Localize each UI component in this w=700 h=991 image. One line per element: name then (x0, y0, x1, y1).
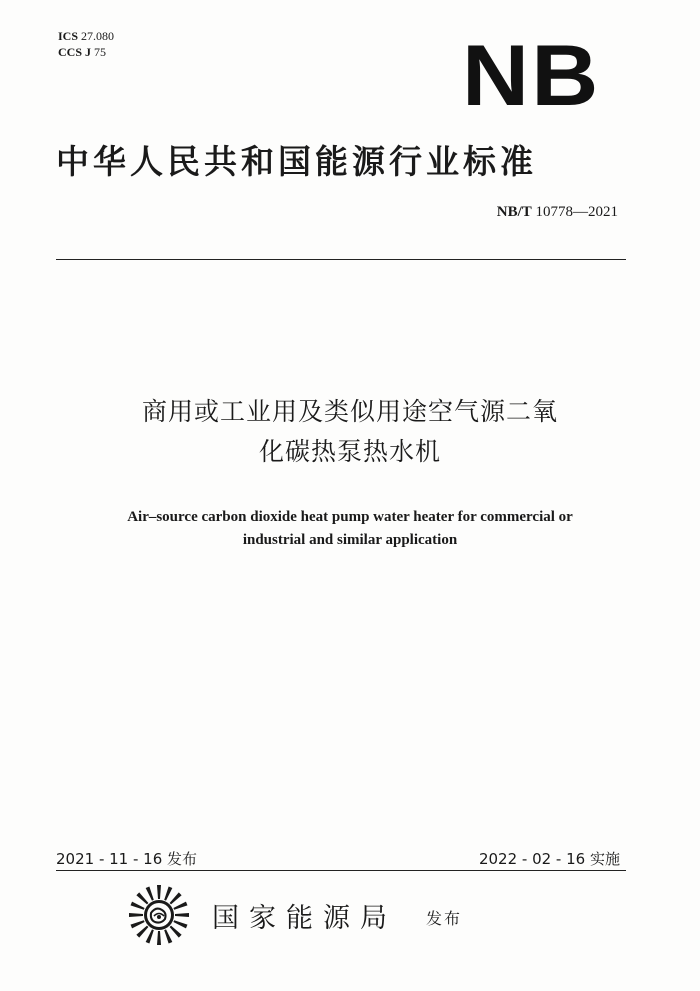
issuer-suffix: 发布 (426, 909, 463, 928)
standard-category-title: 中华人民共和国能源行业标准 (56, 142, 537, 181)
title-en-line-2: industrial and similar application (242, 532, 458, 548)
publish-date: 2021 - 11 - 16 发布 (56, 850, 198, 868)
standard-number-prefix: NB/T (496, 204, 532, 220)
title-cn-line-1: 商用或工业用及类似用途空气源二氧 (141, 397, 558, 426)
energy-administration-emblem-icon (128, 884, 190, 946)
document-title-chinese (0, 392, 700, 472)
nb-logo: NB (462, 28, 601, 124)
document-title-english (0, 506, 700, 552)
top-divider (56, 259, 626, 260)
title-cn-line-2: 化碳热泵热水机 (258, 437, 441, 466)
title-en-line-1: Air–source carbon dioxide heat pump water heater for commercial or (127, 509, 573, 525)
standard-number-value: 10778—2021 (535, 204, 618, 220)
implementation-date: 2022 - 02 - 16 实施 (478, 850, 620, 868)
bottom-divider (56, 870, 626, 871)
ccs-code: CCS J 75 (58, 45, 107, 59)
issuer-name: 国家能源局 (212, 903, 397, 934)
classification-codes (58, 28, 114, 60)
ics-code: ICS 27.080 (58, 29, 115, 43)
standard-number (497, 204, 618, 221)
